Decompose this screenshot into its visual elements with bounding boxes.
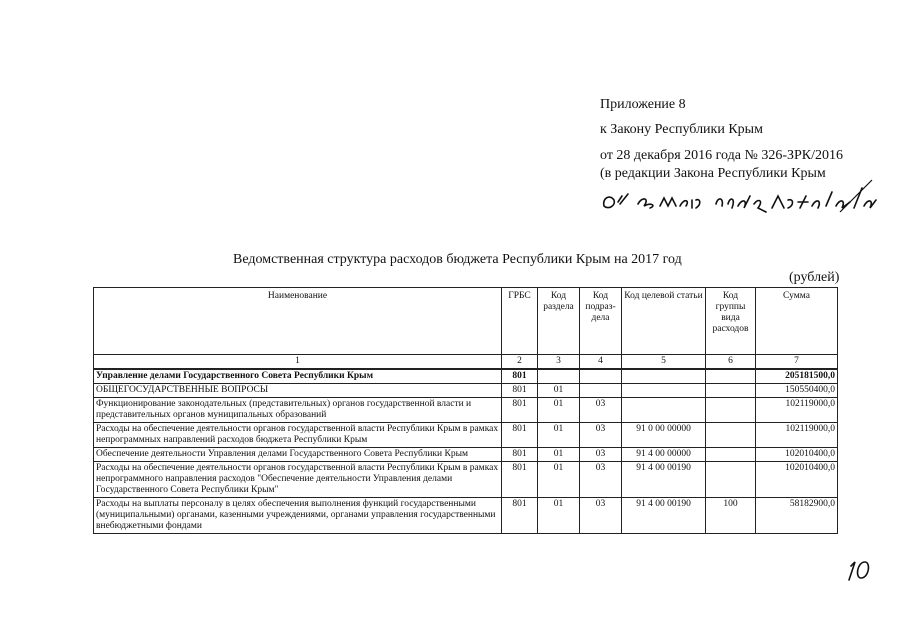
column-index-row — [94, 355, 838, 370]
row-section-cell — [538, 369, 580, 384]
row-expense-type-cell — [706, 462, 756, 498]
appendix-law: к Закону Республики Крым — [600, 122, 763, 137]
index-cell: 1 — [94, 355, 502, 370]
row-target-cell — [622, 369, 706, 384]
row-sum-cell: 150550400,0 — [756, 384, 838, 398]
row-name-cell: Расходы на обеспечение деятельности органов государственной власти Республики Крым в рамках непрограммного направления расходов "Обеспечение деятельности Управления делами Государственного Совета Республики Крым" — [94, 462, 502, 498]
row-grbs-cell: 801 — [502, 384, 538, 398]
row-section-cell: 01 — [538, 462, 580, 498]
header-section-code: Код раздела — [538, 288, 580, 355]
index-cell: 7 — [756, 355, 838, 370]
budget-table — [93, 287, 838, 534]
header-expense-type-code: Код группы вида расходов — [706, 288, 756, 355]
handwritten-page-number — [845, 556, 875, 582]
row-target-cell: 91 0 00 00000 — [622, 423, 706, 448]
row-sum-cell: 58182900,0 — [756, 498, 838, 534]
row-section-cell: 01 — [538, 448, 580, 462]
row-expense-type-cell — [706, 423, 756, 448]
row-name-cell: Управление делами Государственного Совета Республики Крым — [94, 369, 502, 384]
table-row — [94, 369, 838, 384]
row-grbs-cell: 801 — [502, 423, 538, 448]
row-grbs-cell: 801 — [502, 398, 538, 423]
table-row — [94, 448, 838, 462]
table-row — [94, 462, 838, 498]
row-sum-cell: 102119000,0 — [756, 398, 838, 423]
row-grbs-cell: 801 — [502, 462, 538, 498]
row-expense-type-cell — [706, 369, 756, 384]
row-subsection-cell: 03 — [580, 462, 622, 498]
appendix-revision: (в редакции Закона Республики Крым — [600, 166, 826, 181]
document-title: Ведомственная структура расходов бюджета Республики Крым на 2017 год — [233, 252, 682, 267]
index-cell: 3 — [538, 355, 580, 370]
appendix-law-date: от 28 декабря 2016 года № 326-ЗРК/2016 — [600, 148, 844, 163]
row-sum-cell: 102010400,0 — [756, 462, 838, 498]
row-name-cell: Расходы на обеспечение деятельности органов государственной власти Республики Крым в рамках непрограммных направлений расходов бюджета Республики Крым — [94, 423, 502, 448]
row-subsection-cell: 03 — [580, 398, 622, 423]
row-sum-cell: 102010400,0 — [756, 448, 838, 462]
row-expense-type-cell — [706, 384, 756, 398]
row-target-cell: 91 4 00 00000 — [622, 448, 706, 462]
row-expense-type-cell — [706, 398, 756, 423]
header-grbs: ГРБС — [502, 288, 538, 355]
row-target-cell: 91 4 00 00190 — [622, 462, 706, 498]
header-target-code: Код целевой статьи — [622, 288, 706, 355]
row-name-cell: Функционирование законодательных (представительных) органов государственной власти и представительных органов муниципальных образований — [94, 398, 502, 423]
row-section-cell: 01 — [538, 398, 580, 423]
row-sum-cell: 102119000,0 — [756, 423, 838, 448]
table-row — [94, 423, 838, 448]
row-section-cell: 01 — [538, 498, 580, 534]
row-target-cell — [622, 384, 706, 398]
header-subsection-code: Код подраз-дела — [580, 288, 622, 355]
index-cell: 6 — [706, 355, 756, 370]
row-grbs-cell: 801 — [502, 498, 538, 534]
row-expense-type-cell — [706, 448, 756, 462]
index-cell: 4 — [580, 355, 622, 370]
currency-unit: (рублей) — [789, 270, 840, 285]
row-expense-type-cell: 100 — [706, 498, 756, 534]
row-subsection-cell: 03 — [580, 448, 622, 462]
row-subsection-cell — [580, 369, 622, 384]
row-section-cell: 01 — [538, 423, 580, 448]
index-cell: 5 — [622, 355, 706, 370]
row-grbs-cell: 801 — [502, 369, 538, 384]
table-row — [94, 384, 838, 398]
appendix-number: Приложение 8 — [600, 97, 686, 112]
header-row — [94, 288, 838, 355]
row-grbs-cell: 801 — [502, 448, 538, 462]
row-target-cell: 91 4 00 00190 — [622, 498, 706, 534]
handwritten-revision-note — [600, 176, 880, 216]
row-target-cell — [622, 398, 706, 423]
table-row — [94, 498, 838, 534]
row-subsection-cell: 03 — [580, 423, 622, 448]
row-name-cell: ОБЩЕГОСУДАРСТВЕННЫЕ ВОПРОСЫ — [94, 384, 502, 398]
header-name: Наименование — [94, 288, 502, 355]
index-cell: 2 — [502, 355, 538, 370]
row-section-cell: 01 — [538, 384, 580, 398]
table-row — [94, 398, 838, 423]
row-name-cell: Обеспечение деятельности Управления делами Государственного Совета Республики Крым — [94, 448, 502, 462]
row-name-cell: Расходы на выплаты персоналу в целях обеспечения выполнения функций государственными (муниципальными) органами, казенными учреждениями, органами управления государственными внебюджетными фондами — [94, 498, 502, 534]
row-sum-cell: 205181500,0 — [756, 369, 838, 384]
row-subsection-cell: 03 — [580, 498, 622, 534]
row-subsection-cell — [580, 384, 622, 398]
header-sum: Сумма — [756, 288, 838, 355]
